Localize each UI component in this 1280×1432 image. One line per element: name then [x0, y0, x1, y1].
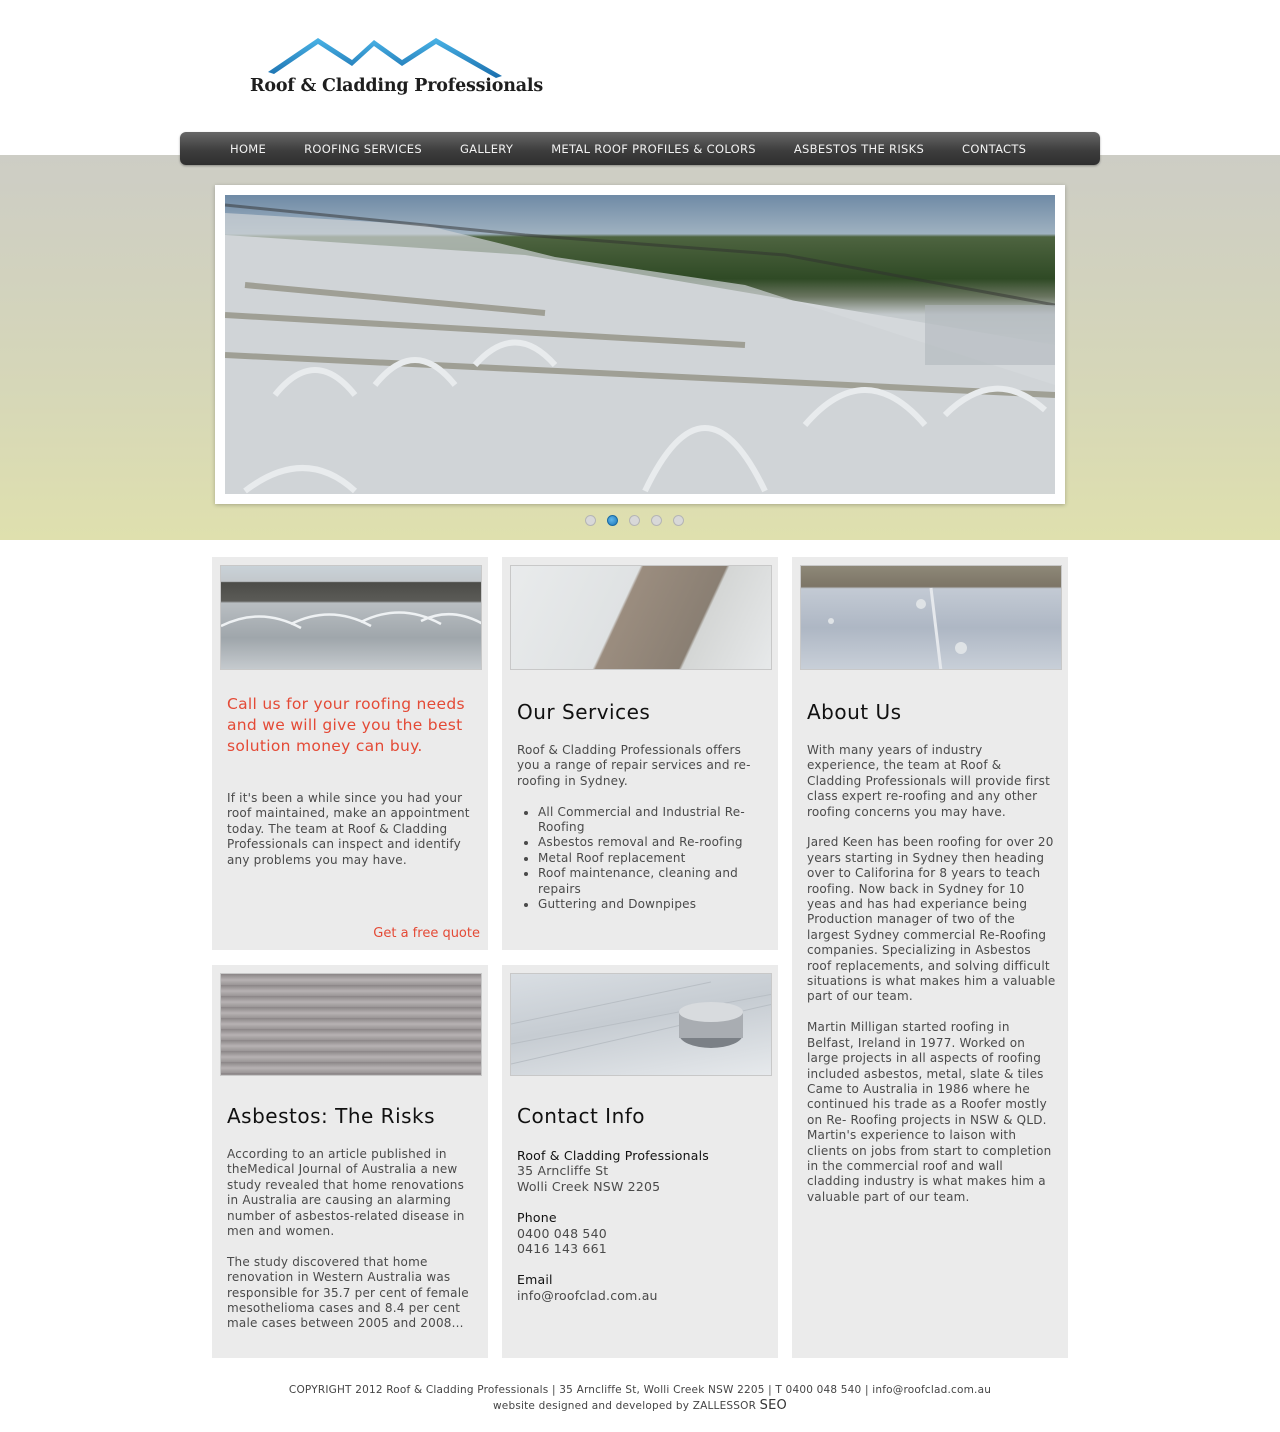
thumb-arches: [221, 566, 482, 670]
footer-credit: [0, 1398, 1280, 1414]
card-asbestos-risks: [212, 965, 488, 1358]
logo-wordmark: Roof & Cladding Professionals: [250, 76, 543, 96]
card-about-us: [792, 557, 1068, 1358]
slider-dot-2[interactable]: [607, 515, 618, 526]
slider-dot-3[interactable]: [629, 515, 640, 526]
roof-logo-icon: [266, 34, 506, 80]
image-slider: [215, 185, 1065, 504]
about-title: About Us: [807, 700, 902, 724]
slider-pagination: [585, 515, 695, 526]
contact-suburb: Wolli Creek NSW 2205: [517, 1178, 661, 1194]
asbestos-paragraph-1: According to an article published in theMedical Journal of Australia a new study revealed that home renovations in Australia are causing an alarming number of asbestos-related disease in men and women.: [227, 1147, 465, 1239]
site-logo[interactable]: [250, 34, 543, 104]
about-paragraph-3: Martin Milligan started roofing in Belfast, Ireland in 1977. Worked on large projects in all aspects of roofing included asbestos, metal, slate & tiles Came to Australia in 1986 where he continued his trade as a Roofer mostly on Re- Roofing projects in NSW & QLD. Martin's experience to laison with clients on jobs from start to completion in the commercial roof and wall cladding industry is what makes him a valuable part of our team.: [807, 1020, 1052, 1204]
services-list-item: • All Commercial and Industrial Re-Roofing: [538, 805, 767, 836]
slider-dot-4[interactable]: [651, 515, 662, 526]
call-us-body: If it's been a while since you had your roof maintained, make an appointment today. The team at Roof & Cladding Professionals can inspect and identify any problems you may have.: [227, 791, 470, 867]
card-image-asbestos-sheet: [220, 973, 482, 1076]
call-us-headline: Call us for your roofing needs and we will give you the best solution money can buy.: [227, 695, 465, 755]
card-image-roof-ventilator: [510, 973, 772, 1076]
contact-phone-2[interactable]: 0416 143 661: [517, 1241, 607, 1257]
services-list-item: • Guttering and Downpipes: [538, 897, 767, 912]
slider-dot-1[interactable]: [585, 515, 596, 526]
footer-seo-link[interactable]: SEO: [759, 1398, 787, 1413]
nav-gallery[interactable]: GALLERY: [459, 141, 514, 156]
nav-asbestos-risks[interactable]: ASBESTOS THE RISKS: [793, 141, 925, 156]
services-list-item: • Roof maintenance, cleaning and repairs: [538, 866, 767, 897]
about-paragraph-1: With many years of industry experience, the team at Roof & Cladding Professionals will provide first class expert re-roofing and any other roofing concerns you may have.: [807, 743, 1051, 819]
free-quote-link[interactable]: Get a free quote: [373, 926, 480, 941]
services-body: [517, 743, 767, 912]
contact-company: Roof & Cladding Professionals: [517, 1148, 709, 1163]
services-list: [538, 805, 767, 913]
services-list-item: • Metal Roof replacement: [538, 851, 767, 866]
about-paragraph-2: Jared Keen has been roofing for over 20 years starting in Sydney then heading over to Califorina for 8 years to teach roofing. Now back in Sydney for 10 yeas and has had experiance being Production manager of two of the largest Sydney commercial Re-Roofing companies. Specializing in Asbestos roof replacements, and solving difficult situations is what makes him a valuable part of our team.: [807, 835, 1056, 1004]
contact-email[interactable]: info@roofclad.com.au: [517, 1287, 658, 1303]
contact-title: Contact Info: [517, 1104, 646, 1128]
footer-credit-text: website designed and developed by ZALLESSOR: [493, 1400, 757, 1412]
contact-phone-label: Phone: [517, 1210, 557, 1226]
thumb-ventilator: [511, 974, 772, 1076]
contact-phone-1[interactable]: 0400 048 540: [517, 1225, 607, 1241]
card-image-skylight-roof: [220, 565, 482, 670]
card-image-metal-roof-vents: [800, 565, 1062, 670]
thumb-vents: [801, 566, 1062, 670]
slide-illustration: [225, 195, 1055, 494]
nav-contacts[interactable]: CONTACTS: [962, 141, 1027, 156]
nav-home[interactable]: HOME: [230, 141, 267, 156]
nav-metal-roof-profiles[interactable]: METAL ROOF PROFILES & COLORS: [551, 141, 756, 156]
services-list-item: • Asbestos removal and Re-roofing: [538, 835, 767, 850]
contact-body: [517, 1148, 767, 1303]
services-title: Our Services: [517, 700, 651, 724]
asbestos-body: [227, 1147, 477, 1347]
contact-email-label: Email: [517, 1272, 553, 1288]
site-footer: [0, 1382, 1280, 1414]
main-nav: [180, 132, 1100, 165]
card-image-roof-sheets: [510, 565, 772, 670]
card-call-us: [212, 557, 488, 950]
slider-dot-5[interactable]: [673, 515, 684, 526]
about-body: [807, 743, 1057, 1221]
footer-copyright: COPYRIGHT 2012 Roof & Cladding Professionals | 35 Arncliffe St, Wolli Creek NSW 2205 | T 0400 048 540 | info@roofclad.com.au: [288, 1384, 992, 1396]
nav-roofing-services[interactable]: ROOFING SERVICES: [304, 141, 422, 156]
services-intro: Roof & Cladding Professionals offers you a range of repair services and re-roofing in Sydney.: [517, 743, 751, 788]
slide-image-roof-skylights[interactable]: [225, 195, 1055, 494]
card-our-services: [502, 557, 778, 950]
asbestos-paragraph-2: The study discovered that home renovation in Western Australia was responsible for 35.7 per cent of female mesothelioma cases and 8.4 per cent male cases between 2005 and 2008...: [227, 1254, 469, 1331]
contact-street: 35 Arncliffe St: [517, 1163, 609, 1179]
asbestos-title: Asbestos: The Risks: [227, 1104, 436, 1128]
card-contact-info: [502, 965, 778, 1358]
